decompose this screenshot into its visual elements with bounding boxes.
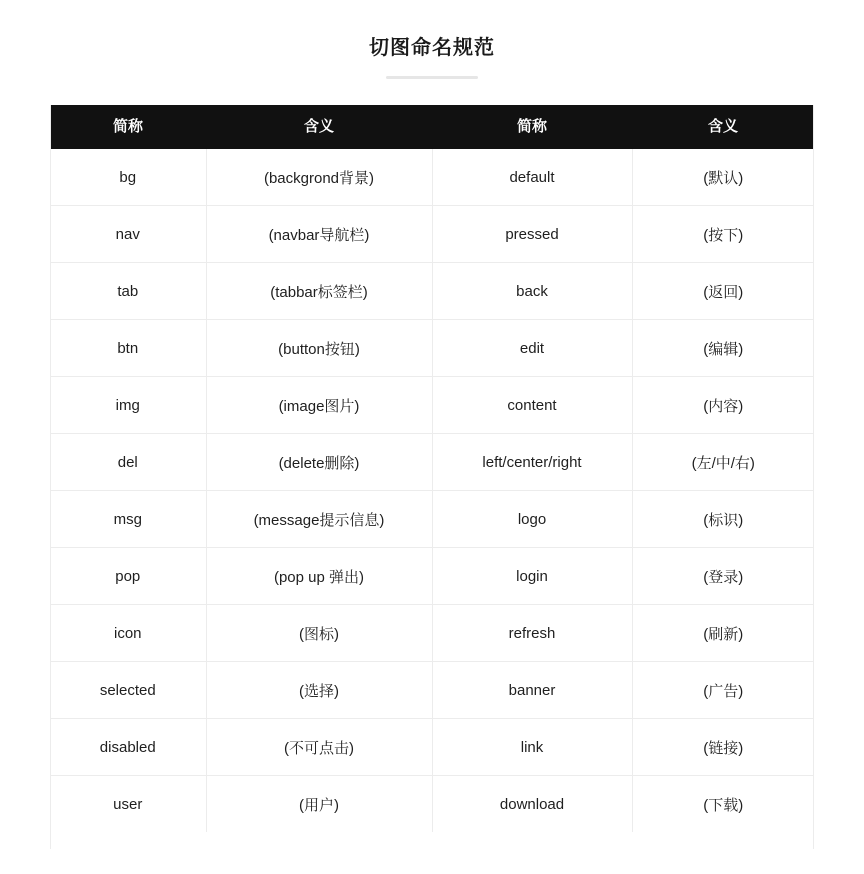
table-row bbox=[50, 149, 814, 206]
cell-meaning-left: (不可点击) bbox=[206, 719, 432, 776]
cell-meaning-left: (选择) bbox=[206, 662, 432, 719]
table-body bbox=[50, 149, 814, 832]
cell-meaning-right: (登录) bbox=[632, 548, 814, 605]
table-row bbox=[50, 662, 814, 719]
table-row bbox=[50, 491, 814, 548]
cell-meaning-right: (下载) bbox=[632, 776, 814, 833]
cell-abbr-left: nav bbox=[50, 206, 206, 263]
cell-abbr-right: logo bbox=[432, 491, 632, 548]
cell-abbr-left: msg bbox=[50, 491, 206, 548]
cell-abbr-left: img bbox=[50, 377, 206, 434]
cell-meaning-right: (刷新) bbox=[632, 605, 814, 662]
table-row bbox=[50, 776, 814, 833]
cell-meaning-right: (标识) bbox=[632, 491, 814, 548]
cell-meaning-right: (编辑) bbox=[632, 320, 814, 377]
table-row bbox=[50, 548, 814, 605]
cell-meaning-right: (左/中/右) bbox=[632, 434, 814, 491]
cell-meaning-left: (button按钮) bbox=[206, 320, 432, 377]
cell-abbr-left: tab bbox=[50, 263, 206, 320]
cell-meaning-left: (图标) bbox=[206, 605, 432, 662]
title-divider bbox=[386, 76, 478, 79]
naming-convention-table bbox=[50, 105, 814, 832]
cell-abbr-right: back bbox=[432, 263, 632, 320]
cell-meaning-left: (message提示信息) bbox=[206, 491, 432, 548]
cell-abbr-right: banner bbox=[432, 662, 632, 719]
page-title: 切图命名规范 bbox=[369, 37, 495, 59]
cell-abbr-right: left/center/right bbox=[432, 434, 632, 491]
cell-meaning-right: (按下) bbox=[632, 206, 814, 263]
cell-meaning-right: (默认) bbox=[632, 149, 814, 206]
column-header-abbr-1: 简称 bbox=[50, 105, 206, 149]
table-row bbox=[50, 377, 814, 434]
cell-meaning-left: (delete删除) bbox=[206, 434, 432, 491]
table-row bbox=[50, 320, 814, 377]
table-row bbox=[50, 263, 814, 320]
table-container bbox=[50, 105, 814, 832]
cell-meaning-left: (用户) bbox=[206, 776, 432, 833]
cell-abbr-left: del bbox=[50, 434, 206, 491]
table-row bbox=[50, 434, 814, 491]
cell-abbr-right: edit bbox=[432, 320, 632, 377]
column-header-abbr-2: 简称 bbox=[432, 105, 632, 149]
table-left-border bbox=[50, 105, 51, 849]
cell-abbr-left: disabled bbox=[50, 719, 206, 776]
table-right-border bbox=[813, 105, 814, 849]
table-row bbox=[50, 719, 814, 776]
cell-abbr-right: download bbox=[432, 776, 632, 833]
column-header-meaning-1: 含义 bbox=[206, 105, 432, 149]
cell-abbr-left: icon bbox=[50, 605, 206, 662]
cell-abbr-left: btn bbox=[50, 320, 206, 377]
cell-meaning-left: (pop up 弹出) bbox=[206, 548, 432, 605]
cell-meaning-right: (链接) bbox=[632, 719, 814, 776]
cell-meaning-left: (image图片) bbox=[206, 377, 432, 434]
cell-meaning-right: (内容) bbox=[632, 377, 814, 434]
table-row bbox=[50, 206, 814, 263]
cell-abbr-right: content bbox=[432, 377, 632, 434]
table-row bbox=[50, 605, 814, 662]
cell-abbr-right: login bbox=[432, 548, 632, 605]
cell-meaning-right: (广告) bbox=[632, 662, 814, 719]
cell-meaning-left: (tabbar标签栏) bbox=[206, 263, 432, 320]
cell-abbr-right: default bbox=[432, 149, 632, 206]
column-header-meaning-2: 含义 bbox=[632, 105, 814, 149]
cell-abbr-left: user bbox=[50, 776, 206, 833]
table-header bbox=[50, 105, 814, 149]
cell-abbr-right: link bbox=[432, 719, 632, 776]
cell-meaning-left: (backgrond背景) bbox=[206, 149, 432, 206]
cell-meaning-right: (返回) bbox=[632, 263, 814, 320]
title-block bbox=[0, 0, 864, 79]
cell-abbr-left: pop bbox=[50, 548, 206, 605]
cell-meaning-left: (navbar导航栏) bbox=[206, 206, 432, 263]
cell-abbr-left: bg bbox=[50, 149, 206, 206]
cell-abbr-right: pressed bbox=[432, 206, 632, 263]
cell-abbr-left: selected bbox=[50, 662, 206, 719]
table-header-row bbox=[50, 105, 814, 149]
cell-abbr-right: refresh bbox=[432, 605, 632, 662]
